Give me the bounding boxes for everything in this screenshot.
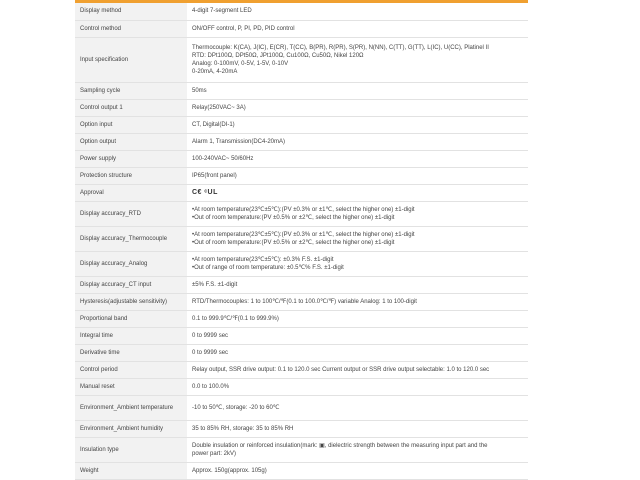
spec-value-line: •At room temperature(23℃±5℃): ±0.3% F.S. ±1-digit (192, 256, 334, 263)
spec-row (75, 82, 528, 99)
spec-row (75, 327, 528, 344)
spec-value (187, 344, 528, 361)
spec-label: Insulation type (75, 437, 187, 462)
spec-value (187, 82, 528, 99)
spec-row (75, 276, 528, 293)
spec-value-line: Approx. 150g(approx. 105g) (192, 467, 267, 474)
spec-value-line: IP65(front panel) (192, 172, 237, 179)
spec-value-line: 50ms (192, 87, 207, 94)
spec-label: Protection structure (75, 167, 187, 184)
spec-value (187, 327, 528, 344)
spec-table-container (75, 0, 528, 480)
spec-label: Manual reset (75, 378, 187, 395)
spec-value-line: ON/OFF control, P, PI, PD, PID control (192, 25, 295, 32)
spec-value-line: power part: 2kV) (192, 450, 237, 457)
spec-value-line: 0.0 to 100.0% (192, 383, 230, 390)
spec-value (187, 201, 528, 226)
spec-value (187, 395, 528, 420)
spec-row (75, 184, 528, 201)
spec-row (75, 437, 528, 462)
spec-label: Environment_Ambient humidity (75, 420, 187, 437)
spec-label: Sampling cycle (75, 82, 187, 99)
spec-value (187, 3, 528, 20)
spec-row (75, 150, 528, 167)
spec-value-line: 4-digit 7-segment LED (192, 8, 252, 15)
spec-label: Environment_Ambient temperature (75, 395, 187, 420)
spec-value (187, 310, 528, 327)
spec-value-line: Relay output, SSR drive output: 0.1 to 120.0 sec Current output or SSR drive output selectable: 1.0 to 120.0 sec (192, 366, 490, 373)
spec-row (75, 378, 528, 395)
spec-value-line: •At room temperature(23℃±5℃):(PV ±0.3% or ±1℃, select the higher one) ±1-digit (192, 206, 415, 213)
spec-value (187, 251, 528, 276)
spec-row (75, 361, 528, 378)
spec-value-line: Alarm 1, Transmission(DC4-20mA) (192, 138, 286, 145)
spec-value (187, 462, 528, 479)
spec-label: Input specification (75, 37, 187, 82)
spec-value (187, 293, 528, 310)
spec-label: Display accuracy_RTD (75, 201, 187, 226)
spec-row (75, 293, 528, 310)
spec-value-line: •Out of range of room temperature: ±0.5℃% F.S. ±1-digit (192, 264, 344, 271)
spec-label: Weight (75, 462, 187, 479)
spec-row (75, 226, 528, 251)
spec-value (187, 116, 528, 133)
spec-value (187, 361, 528, 378)
spec-row (75, 37, 528, 82)
spec-row (75, 167, 528, 184)
spec-value-line: ±5% F.S. ±1-digit (192, 281, 238, 288)
spec-value (187, 37, 528, 82)
spec-value (187, 20, 528, 37)
spec-row (75, 344, 528, 361)
spec-label: Display accuracy_Thermocouple (75, 226, 187, 251)
spec-value (187, 378, 528, 395)
spec-row (75, 3, 528, 20)
spec-row (75, 462, 528, 479)
spec-label: Option input (75, 116, 187, 133)
spec-value (187, 150, 528, 167)
spec-value-line: Thermocouple: K(CA), J(IC), E(CR), T(CC), B(PR), R(PR), S(PR), N(NN), C(TT), G(TT), L(IC), U(CC), Platinel II (192, 44, 489, 51)
spec-label: Control method (75, 20, 187, 37)
spec-row (75, 116, 528, 133)
spec-value-line: CT, Digital(DI-1) (192, 121, 235, 128)
spec-value-line: 0.1 to 999.9℃/℉(0.1 to 999.9%) (192, 315, 279, 322)
spec-value-line: •Out of room temperature:(PV ±0.5% or ±2℃, select the higher one) ±1-digit (192, 214, 395, 221)
spec-row (75, 99, 528, 116)
spec-label: Approval (75, 184, 187, 201)
spec-value (187, 133, 528, 150)
spec-label: Power supply (75, 150, 187, 167)
spec-value (187, 437, 528, 462)
spec-value (187, 184, 528, 201)
spec-label: Integral time (75, 327, 187, 344)
spec-value-line: -10 to 50℃, storage: -20 to 60℃ (192, 404, 280, 411)
spec-label: Hysteresis(adjustable sensitivity) (75, 293, 187, 310)
spec-table (75, 3, 528, 480)
spec-value-line: •Out of room temperature:(PV ±0.5% or ±2℃, select the higher one) ±1-digit (192, 239, 395, 246)
spec-label: Proportional band (75, 310, 187, 327)
spec-value-line: 0 to 9999 sec (192, 349, 229, 356)
spec-row (75, 20, 528, 37)
spec-value (187, 420, 528, 437)
spec-label: Display method (75, 3, 187, 20)
spec-row (75, 395, 528, 420)
spec-label: Display accuracy_CT input (75, 276, 187, 293)
spec-label: Option output (75, 133, 187, 150)
spec-label: Display accuracy_Analog (75, 251, 187, 276)
spec-value-line: RTD/Thermocouples: 1 to 100℃/℉(0.1 to 100.0℃/℉) variable Analog: 1 to 100-digit (192, 298, 417, 305)
spec-row (75, 420, 528, 437)
spec-value-line: •At room temperature(23℃±5℃):(PV ±0.3% or ±1℃, select the higher one) ±1-digit (192, 231, 415, 238)
spec-label: Control output 1 (75, 99, 187, 116)
spec-value-line: Relay(250VAC~ 3A) (192, 104, 246, 111)
spec-value-line: 0-20mA, 4-20mA (192, 68, 238, 75)
spec-value (187, 226, 528, 251)
spec-value-line: Double insulation or reinforced insulation(mark: ▣, dielectric strength between the measuring input part and the (192, 442, 488, 449)
spec-row (75, 133, 528, 150)
spec-value-line: Analog: 0-100mV, 0-5V, 1-5V, 0-10V (192, 60, 289, 67)
spec-row (75, 251, 528, 276)
spec-value (187, 276, 528, 293)
approval-marks: C€ ᶜUL (192, 188, 218, 196)
spec-value-line: RTD: DPt100Ω, DPt50Ω, JPt100Ω, Cu100Ω, Cu50Ω, Nikel 120Ω (192, 52, 364, 59)
spec-value (187, 167, 528, 184)
spec-label: Control period (75, 361, 187, 378)
spec-value-line: 100-240VAC~ 50/60Hz (192, 155, 254, 162)
spec-table-body (75, 3, 528, 479)
spec-value-line: 0 to 9999 sec (192, 332, 229, 339)
spec-value (187, 99, 528, 116)
spec-label: Derivative time (75, 344, 187, 361)
spec-value-line: 35 to 85% RH, storage: 35 to 85% RH (192, 425, 294, 432)
spec-row (75, 201, 528, 226)
spec-row (75, 310, 528, 327)
